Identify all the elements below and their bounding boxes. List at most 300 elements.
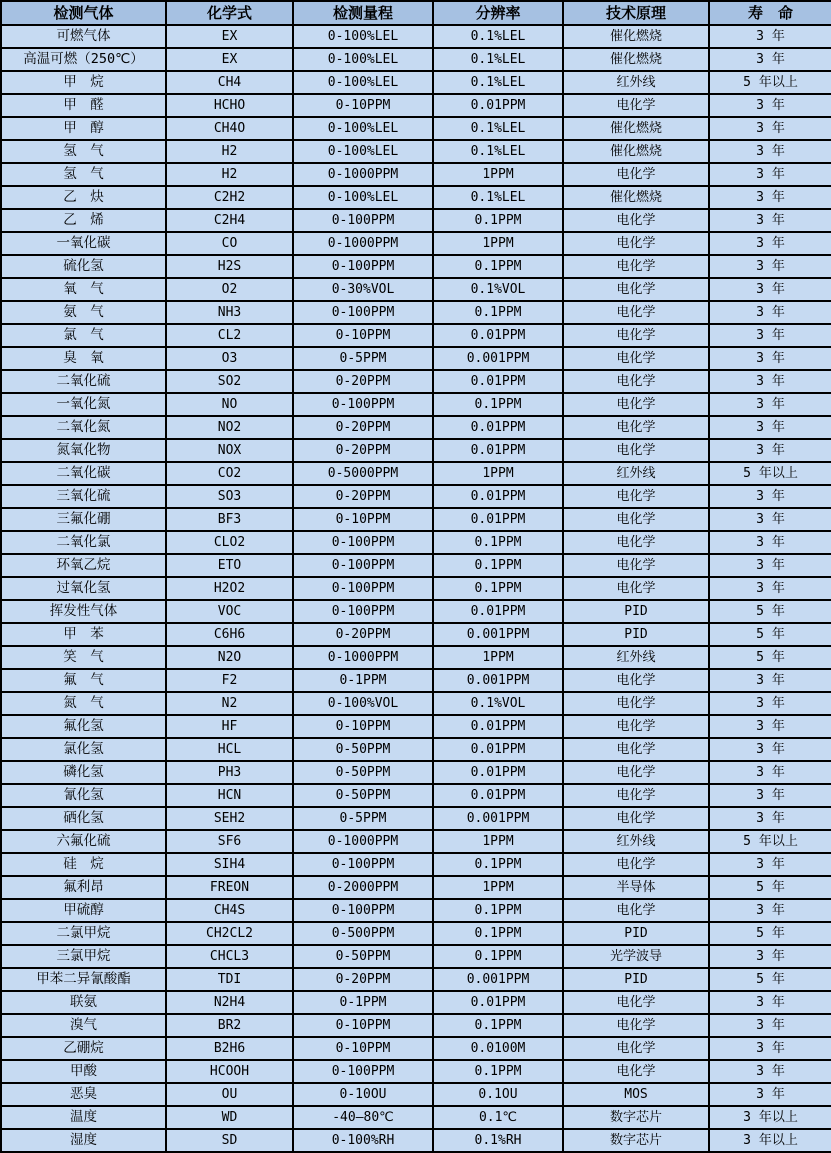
cell-detection-range: 0-2000PPM — [293, 876, 433, 899]
cell-technology-principle: 红外线 — [563, 646, 709, 669]
cell-resolution: 0.1PPM — [433, 531, 563, 554]
cell-detection-range: 0-1000PPM — [293, 646, 433, 669]
header-resolution: 分辨率 — [433, 1, 563, 25]
table-row — [1, 715, 831, 738]
cell-technology-principle: 电化学 — [563, 439, 709, 462]
cell-technology-principle: 电化学 — [563, 807, 709, 830]
cell-detection-range: 0-10PPM — [293, 1037, 433, 1060]
cell-gas-name: 一氧化碳 — [1, 232, 166, 255]
cell-lifespan: 3 年 — [709, 25, 831, 48]
cell-resolution: 0.01PPM — [433, 485, 563, 508]
cell-detection-range: 0-50PPM — [293, 784, 433, 807]
table-row — [1, 1060, 831, 1083]
cell-chemical-formula: CL2 — [166, 324, 293, 347]
cell-gas-name: 乙硼烷 — [1, 1037, 166, 1060]
cell-technology-principle: 电化学 — [563, 393, 709, 416]
cell-chemical-formula: H2O2 — [166, 577, 293, 600]
cell-chemical-formula: NO2 — [166, 416, 293, 439]
cell-detection-range: 0-100PPM — [293, 255, 433, 278]
cell-resolution: 0.01PPM — [433, 439, 563, 462]
header-detection-range: 检测量程 — [293, 1, 433, 25]
table-row — [1, 25, 831, 48]
table-row — [1, 393, 831, 416]
cell-technology-principle: 催化燃烧 — [563, 186, 709, 209]
cell-chemical-formula: C2H4 — [166, 209, 293, 232]
cell-detection-range: 0-100%LEL — [293, 117, 433, 140]
cell-gas-name: 环氧乙烷 — [1, 554, 166, 577]
table-row — [1, 370, 831, 393]
cell-gas-name: 氟化氢 — [1, 715, 166, 738]
cell-lifespan: 5 年 — [709, 922, 831, 945]
header-gas-name: 检测气体 — [1, 1, 166, 25]
cell-chemical-formula: SF6 — [166, 830, 293, 853]
cell-resolution: 0.01PPM — [433, 324, 563, 347]
cell-resolution: 0.1PPM — [433, 577, 563, 600]
cell-lifespan: 3 年 — [709, 508, 831, 531]
table-row — [1, 1037, 831, 1060]
cell-resolution: 0.1PPM — [433, 1014, 563, 1037]
cell-resolution: 0.1PPM — [433, 899, 563, 922]
cell-gas-name: 氟利昂 — [1, 876, 166, 899]
cell-technology-principle: 电化学 — [563, 669, 709, 692]
table-row — [1, 600, 831, 623]
cell-resolution: 0.1%LEL — [433, 25, 563, 48]
cell-detection-range: 0-100PPM — [293, 554, 433, 577]
cell-resolution: 0.1PPM — [433, 945, 563, 968]
cell-resolution: 0.1PPM — [433, 393, 563, 416]
cell-resolution: 1PPM — [433, 830, 563, 853]
cell-resolution: 0.1PPM — [433, 922, 563, 945]
cell-chemical-formula: C6H6 — [166, 623, 293, 646]
cell-lifespan: 3 年 — [709, 1083, 831, 1106]
cell-chemical-formula: BF3 — [166, 508, 293, 531]
cell-lifespan: 3 年 — [709, 531, 831, 554]
cell-lifespan: 3 年 — [709, 324, 831, 347]
table-row — [1, 48, 831, 71]
cell-gas-name: 温度 — [1, 1106, 166, 1129]
cell-detection-range: 0-50PPM — [293, 738, 433, 761]
cell-gas-name: 过氧化氢 — [1, 577, 166, 600]
cell-lifespan: 3 年 — [709, 945, 831, 968]
cell-chemical-formula: N2H4 — [166, 991, 293, 1014]
cell-lifespan: 5 年以上 — [709, 830, 831, 853]
cell-technology-principle: 电化学 — [563, 853, 709, 876]
cell-chemical-formula: HCN — [166, 784, 293, 807]
cell-gas-name: 二氧化碳 — [1, 462, 166, 485]
cell-chemical-formula: SO3 — [166, 485, 293, 508]
cell-lifespan: 3 年 — [709, 278, 831, 301]
cell-detection-range: 0-100PPM — [293, 1060, 433, 1083]
cell-chemical-formula: NH3 — [166, 301, 293, 324]
cell-lifespan: 5 年 — [709, 646, 831, 669]
cell-gas-name: 氧 气 — [1, 278, 166, 301]
cell-gas-name: 甲硫醇 — [1, 899, 166, 922]
cell-gas-name: 湿度 — [1, 1129, 166, 1152]
table-row — [1, 117, 831, 140]
cell-detection-range: 0-50PPM — [293, 945, 433, 968]
cell-lifespan: 3 年 — [709, 48, 831, 71]
cell-technology-principle: 电化学 — [563, 209, 709, 232]
cell-chemical-formula: HCL — [166, 738, 293, 761]
cell-gas-name: 三氯甲烷 — [1, 945, 166, 968]
cell-gas-name: 六氟化硫 — [1, 830, 166, 853]
cell-lifespan: 3 年 — [709, 669, 831, 692]
cell-detection-range: 0-20PPM — [293, 416, 433, 439]
table-row — [1, 531, 831, 554]
cell-chemical-formula: F2 — [166, 669, 293, 692]
cell-detection-range: 0-1000PPM — [293, 830, 433, 853]
cell-chemical-formula: H2 — [166, 140, 293, 163]
cell-detection-range: 0-10PPM — [293, 324, 433, 347]
cell-technology-principle: 光学波导 — [563, 945, 709, 968]
cell-gas-name: 氰化氢 — [1, 784, 166, 807]
table-row — [1, 140, 831, 163]
table-row — [1, 255, 831, 278]
cell-detection-range: 0-100PPM — [293, 531, 433, 554]
cell-gas-name: 氟 气 — [1, 669, 166, 692]
table-row — [1, 347, 831, 370]
cell-lifespan: 3 年 — [709, 163, 831, 186]
cell-technology-principle: 电化学 — [563, 347, 709, 370]
cell-detection-range: 0-10PPM — [293, 94, 433, 117]
cell-chemical-formula: O2 — [166, 278, 293, 301]
table-row — [1, 1083, 831, 1106]
cell-resolution: 0.1%LEL — [433, 117, 563, 140]
cell-lifespan: 5 年以上 — [709, 462, 831, 485]
table-row — [1, 416, 831, 439]
cell-gas-name: 三氟化硼 — [1, 508, 166, 531]
cell-detection-range: 0-100PPM — [293, 600, 433, 623]
cell-technology-principle: 红外线 — [563, 71, 709, 94]
cell-chemical-formula: CHCL3 — [166, 945, 293, 968]
cell-technology-principle: 数字芯片 — [563, 1129, 709, 1152]
cell-resolution: 0.01PPM — [433, 761, 563, 784]
cell-lifespan: 3 年 — [709, 370, 831, 393]
table-row — [1, 968, 831, 991]
cell-gas-name: 甲 醇 — [1, 117, 166, 140]
cell-detection-range: 0-20PPM — [293, 968, 433, 991]
cell-technology-principle: 红外线 — [563, 462, 709, 485]
cell-lifespan: 3 年 — [709, 94, 831, 117]
cell-gas-name: 三氧化硫 — [1, 485, 166, 508]
cell-gas-name: 溴气 — [1, 1014, 166, 1037]
cell-lifespan: 3 年 — [709, 853, 831, 876]
header-row — [1, 1, 831, 25]
cell-chemical-formula: SIH4 — [166, 853, 293, 876]
cell-detection-range: 0-100%LEL — [293, 48, 433, 71]
cell-chemical-formula: N2O — [166, 646, 293, 669]
cell-gas-name: 甲 醛 — [1, 94, 166, 117]
cell-detection-range: 0-100PPM — [293, 853, 433, 876]
cell-detection-range: 0-10PPM — [293, 508, 433, 531]
cell-lifespan: 3 年 — [709, 232, 831, 255]
cell-gas-name: 氢 气 — [1, 163, 166, 186]
cell-resolution: 0.01PPM — [433, 738, 563, 761]
cell-lifespan: 3 年 — [709, 899, 831, 922]
table-row — [1, 669, 831, 692]
cell-detection-range: -40—80℃ — [293, 1106, 433, 1129]
cell-technology-principle: MOS — [563, 1083, 709, 1106]
cell-detection-range: 0-100PPM — [293, 301, 433, 324]
header-chemical-formula: 化学式 — [166, 1, 293, 25]
cell-gas-name: 高温可燃（250℃） — [1, 48, 166, 71]
cell-detection-range: 0-20PPM — [293, 485, 433, 508]
cell-technology-principle: 电化学 — [563, 370, 709, 393]
cell-chemical-formula: FREON — [166, 876, 293, 899]
table-row — [1, 1106, 831, 1129]
cell-detection-range: 0-500PPM — [293, 922, 433, 945]
cell-technology-principle: PID — [563, 922, 709, 945]
cell-detection-range: 0-100PPM — [293, 209, 433, 232]
cell-resolution: 0.01PPM — [433, 991, 563, 1014]
table-row — [1, 807, 831, 830]
cell-resolution: 0.001PPM — [433, 968, 563, 991]
cell-lifespan: 3 年以上 — [709, 1106, 831, 1129]
cell-chemical-formula: CH4O — [166, 117, 293, 140]
table-header — [1, 1, 831, 25]
cell-chemical-formula: CLO2 — [166, 531, 293, 554]
cell-lifespan: 3 年 — [709, 255, 831, 278]
cell-chemical-formula: HCOOH — [166, 1060, 293, 1083]
table-row — [1, 163, 831, 186]
cell-technology-principle: 数字芯片 — [563, 1106, 709, 1129]
table-row — [1, 853, 831, 876]
cell-detection-range: 0-1000PPM — [293, 232, 433, 255]
cell-chemical-formula: CH4S — [166, 899, 293, 922]
cell-chemical-formula: CH2CL2 — [166, 922, 293, 945]
cell-technology-principle: 电化学 — [563, 554, 709, 577]
cell-technology-principle: 电化学 — [563, 991, 709, 1014]
cell-detection-range: 0-100%LEL — [293, 71, 433, 94]
cell-resolution: 0.01PPM — [433, 94, 563, 117]
table-row — [1, 945, 831, 968]
cell-gas-name: 可燃气体 — [1, 25, 166, 48]
cell-detection-range: 0-1PPM — [293, 991, 433, 1014]
cell-detection-range: 0-20PPM — [293, 370, 433, 393]
cell-chemical-formula: NOX — [166, 439, 293, 462]
table-row — [1, 876, 831, 899]
cell-resolution: 0.1PPM — [433, 1060, 563, 1083]
cell-technology-principle: 电化学 — [563, 416, 709, 439]
cell-lifespan: 3 年 — [709, 186, 831, 209]
cell-technology-principle: 电化学 — [563, 531, 709, 554]
cell-resolution: 0.1%RH — [433, 1129, 563, 1152]
cell-technology-principle: PID — [563, 623, 709, 646]
cell-lifespan: 3 年 — [709, 554, 831, 577]
cell-chemical-formula: NO — [166, 393, 293, 416]
cell-gas-name: 一氧化氮 — [1, 393, 166, 416]
cell-detection-range: 0-5PPM — [293, 347, 433, 370]
cell-chemical-formula: H2S — [166, 255, 293, 278]
cell-resolution: 0.0100M — [433, 1037, 563, 1060]
cell-technology-principle: 电化学 — [563, 324, 709, 347]
table-row — [1, 71, 831, 94]
cell-detection-range: 0-5000PPM — [293, 462, 433, 485]
cell-detection-range: 0-100PPM — [293, 577, 433, 600]
cell-chemical-formula: CO2 — [166, 462, 293, 485]
cell-resolution: 1PPM — [433, 646, 563, 669]
cell-resolution: 0.01PPM — [433, 784, 563, 807]
cell-resolution: 0.1℃ — [433, 1106, 563, 1129]
cell-gas-name: 甲 苯 — [1, 623, 166, 646]
table-row — [1, 324, 831, 347]
cell-resolution: 0.001PPM — [433, 623, 563, 646]
cell-resolution: 0.01PPM — [433, 508, 563, 531]
cell-chemical-formula: EX — [166, 48, 293, 71]
cell-lifespan: 3 年 — [709, 991, 831, 1014]
cell-resolution: 0.01PPM — [433, 715, 563, 738]
cell-lifespan: 5 年 — [709, 600, 831, 623]
cell-detection-range: 0-100PPM — [293, 393, 433, 416]
cell-detection-range: 0-30%VOL — [293, 278, 433, 301]
cell-technology-principle: 电化学 — [563, 301, 709, 324]
cell-lifespan: 3 年 — [709, 784, 831, 807]
cell-lifespan: 3 年 — [709, 393, 831, 416]
table-row — [1, 761, 831, 784]
cell-detection-range: 0-20PPM — [293, 623, 433, 646]
table-row — [1, 94, 831, 117]
cell-technology-principle: 电化学 — [563, 738, 709, 761]
cell-lifespan: 3 年 — [709, 209, 831, 232]
cell-resolution: 0.1PPM — [433, 301, 563, 324]
cell-detection-range: 0-10PPM — [293, 1014, 433, 1037]
cell-chemical-formula: CO — [166, 232, 293, 255]
cell-technology-principle: 催化燃烧 — [563, 25, 709, 48]
table-row — [1, 899, 831, 922]
cell-gas-name: 甲酸 — [1, 1060, 166, 1083]
cell-lifespan: 3 年 — [709, 485, 831, 508]
cell-technology-principle: 电化学 — [563, 577, 709, 600]
table-row — [1, 301, 831, 324]
cell-lifespan: 3 年 — [709, 1037, 831, 1060]
cell-chemical-formula: N2 — [166, 692, 293, 715]
cell-gas-name: 氢 气 — [1, 140, 166, 163]
cell-technology-principle: 电化学 — [563, 508, 709, 531]
cell-detection-range: 0-20PPM — [293, 439, 433, 462]
cell-lifespan: 5 年 — [709, 876, 831, 899]
table-row — [1, 1129, 831, 1152]
cell-resolution: 0.1PPM — [433, 209, 563, 232]
cell-technology-principle: 催化燃烧 — [563, 140, 709, 163]
cell-detection-range: 0-10PPM — [293, 715, 433, 738]
header-lifespan: 寿 命 — [709, 1, 831, 25]
cell-chemical-formula: B2H6 — [166, 1037, 293, 1060]
cell-lifespan: 3 年 — [709, 416, 831, 439]
cell-gas-name: 乙 炔 — [1, 186, 166, 209]
cell-technology-principle: PID — [563, 600, 709, 623]
cell-resolution: 0.1PPM — [433, 853, 563, 876]
table-row — [1, 623, 831, 646]
cell-chemical-formula: ETO — [166, 554, 293, 577]
cell-chemical-formula: SO2 — [166, 370, 293, 393]
cell-resolution: 0.01PPM — [433, 370, 563, 393]
cell-detection-range: 0-1PPM — [293, 669, 433, 692]
cell-chemical-formula: C2H2 — [166, 186, 293, 209]
cell-detection-range: 0-100%VOL — [293, 692, 433, 715]
cell-gas-name: 氮 气 — [1, 692, 166, 715]
cell-chemical-formula: CH4 — [166, 71, 293, 94]
header-technology-principle: 技术原理 — [563, 1, 709, 25]
cell-gas-name: 氮氧化物 — [1, 439, 166, 462]
cell-gas-name: 挥发性气体 — [1, 600, 166, 623]
cell-chemical-formula: OU — [166, 1083, 293, 1106]
cell-resolution: 0.1%LEL — [433, 140, 563, 163]
cell-resolution: 0.1%LEL — [433, 71, 563, 94]
cell-chemical-formula: BR2 — [166, 1014, 293, 1037]
cell-detection-range: 0-100%LEL — [293, 186, 433, 209]
cell-technology-principle: 电化学 — [563, 94, 709, 117]
cell-gas-name: 氯 气 — [1, 324, 166, 347]
table-row — [1, 186, 831, 209]
cell-technology-principle: 电化学 — [563, 1060, 709, 1083]
cell-gas-name: 二氧化氮 — [1, 416, 166, 439]
table-row — [1, 439, 831, 462]
cell-chemical-formula: HCHO — [166, 94, 293, 117]
cell-gas-name: 硫化氢 — [1, 255, 166, 278]
cell-detection-range: 0-100%LEL — [293, 140, 433, 163]
table-row — [1, 646, 831, 669]
cell-technology-principle: 电化学 — [563, 899, 709, 922]
cell-technology-principle: 电化学 — [563, 715, 709, 738]
table-row — [1, 554, 831, 577]
cell-chemical-formula: SEH2 — [166, 807, 293, 830]
cell-lifespan: 5 年 — [709, 968, 831, 991]
cell-gas-name: 联氨 — [1, 991, 166, 1014]
cell-technology-principle: 电化学 — [563, 784, 709, 807]
cell-resolution: 1PPM — [433, 163, 563, 186]
table-row — [1, 784, 831, 807]
table-row — [1, 462, 831, 485]
cell-technology-principle: 电化学 — [563, 278, 709, 301]
cell-resolution: 0.01PPM — [433, 600, 563, 623]
cell-chemical-formula: WD — [166, 1106, 293, 1129]
cell-technology-principle: 催化燃烧 — [563, 117, 709, 140]
cell-chemical-formula: PH3 — [166, 761, 293, 784]
cell-lifespan: 3 年 — [709, 301, 831, 324]
table-row — [1, 278, 831, 301]
table-body — [1, 25, 831, 1152]
cell-chemical-formula: EX — [166, 25, 293, 48]
cell-resolution: 0.001PPM — [433, 807, 563, 830]
cell-gas-name: 氯化氢 — [1, 738, 166, 761]
cell-resolution: 0.001PPM — [433, 347, 563, 370]
table-row — [1, 830, 831, 853]
cell-resolution: 0.1%LEL — [433, 186, 563, 209]
cell-lifespan: 3 年 — [709, 761, 831, 784]
cell-chemical-formula: TDI — [166, 968, 293, 991]
cell-lifespan: 3 年 — [709, 577, 831, 600]
table-row — [1, 485, 831, 508]
cell-lifespan: 3 年 — [709, 347, 831, 370]
cell-resolution: 0.01PPM — [433, 416, 563, 439]
cell-resolution: 0.1%VOL — [433, 278, 563, 301]
cell-gas-name: 乙 烯 — [1, 209, 166, 232]
cell-gas-name: 二氧化硫 — [1, 370, 166, 393]
cell-gas-name: 恶臭 — [1, 1083, 166, 1106]
cell-lifespan: 3 年 — [709, 738, 831, 761]
cell-resolution: 0.1PPM — [433, 554, 563, 577]
table-row — [1, 232, 831, 255]
cell-technology-principle: 电化学 — [563, 485, 709, 508]
cell-technology-principle: 电化学 — [563, 761, 709, 784]
cell-gas-name: 笑 气 — [1, 646, 166, 669]
cell-chemical-formula: H2 — [166, 163, 293, 186]
table-row — [1, 692, 831, 715]
cell-technology-principle: 电化学 — [563, 692, 709, 715]
cell-chemical-formula: SD — [166, 1129, 293, 1152]
cell-lifespan: 3 年 — [709, 140, 831, 163]
cell-lifespan: 3 年以上 — [709, 1129, 831, 1152]
